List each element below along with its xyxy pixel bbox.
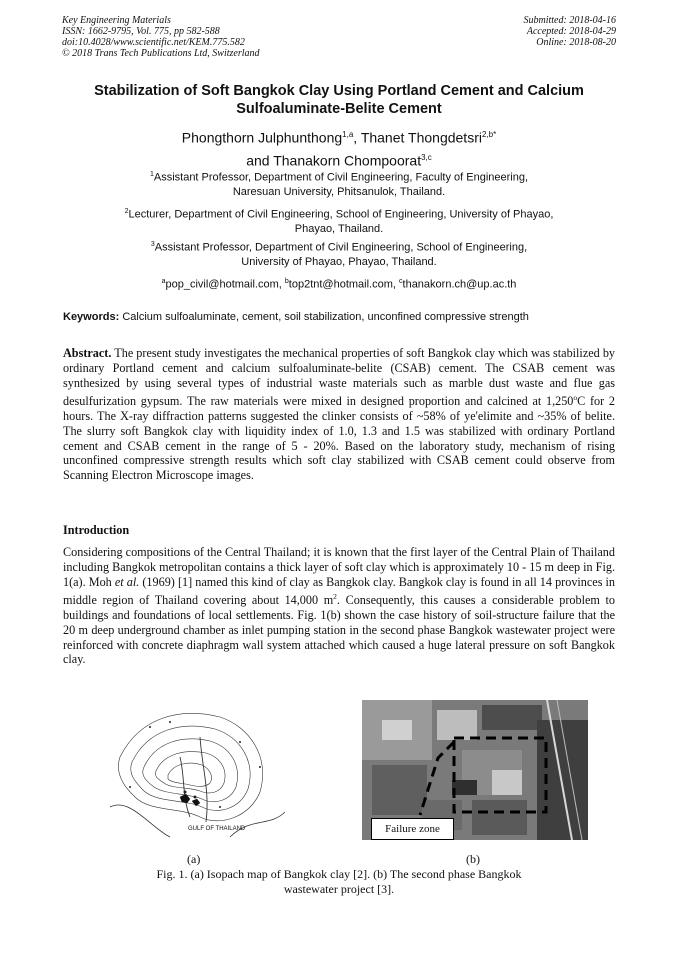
caption-line-1: Fig. 1. (a) Isopach map of Bangkok clay [2]. (b) The second phase Bangkok [156,867,522,881]
degree-sup: o [573,392,578,402]
abstract-label: Abstract. [63,346,112,360]
figure-caption [120,867,558,897]
journal-header-left [62,15,260,59]
affiliation-1-line-2: Naresuan University, Phitsanulok, Thailand. [232,185,446,198]
failure-zone-label: Failure zone [371,818,454,840]
intro-sq-sup: 2 [333,591,337,601]
keywords-label: Keywords: [63,311,120,323]
figure-b-label: (b) [466,852,480,866]
issn-text: ISSN: 1662-9795, Vol. 775, pp 582-588 [62,26,220,37]
affiliation-2-sup: 2 [124,208,129,215]
email-a-sup: a [161,278,166,285]
author-1: Phongthorn Julphunthong [181,129,343,146]
author-list: Phongthorn Julphunthong$^{1,a}$, Thanet Thongdetsri$^{2,b*}$ and Thanakorn Chompoorat$^{3,c}$ [181,129,497,169]
title-line-1: Stabilization of Soft Bangkok Clay Using Portland Cement and Calcium [94,83,584,99]
caption-line-2: wastewater project [3]. [283,882,395,896]
affiliation-1 [60,168,618,199]
affiliation-2-line-1: Lecturer, Department of Civil Engineering, School of Engineering, University of Phayao, [128,208,554,221]
journal-header-right [524,15,617,48]
affiliation-2-line-2: Phayao, Thailand. [294,222,384,235]
intro-text-3: . Consequently, this causes a considerable problem to buildings and foundations of local settlements. Fig. 1(b) shown the case history of soil-structure failure that the 20 m deep underground chamber as inlet pumping station in the second phase Bangkok wastewater project were reinforced with concrete diaphragm wall system attached which caused a huge lateral pressure on soft Bangkok clay. [63,592,615,667]
keywords [63,310,623,324]
email-a: pop_civil@hotmail.com, [165,278,282,291]
journal-name: Key Engineering Materials [62,15,171,26]
author-3-sup: 3,c [421,152,432,162]
aerial-photo-figure [362,700,588,840]
keywords-text: Calcium sulfoaluminate, cement, soil stabilization, unconfined compressive strength [122,311,529,323]
accepted-date: Accepted: 2018-04-29 [526,26,616,37]
affiliation-3-line-2: University of Phayao, Phayao, Thailand. [241,255,437,268]
copyright-text: © 2018 Trans Tech Publications Ltd, Switzerland [62,48,260,59]
abstract-text-2: C for 2 hours. The X-ray diffraction patterns suggested the clinker consists of ~58% of ye'elimite and ~35% of belite. The slurry soft Bangkok clay with liquidity index of 1.0, 1.3 and 1.5 was stabilized with ordinary Portland cement and CSAB cement in the range of 5 - 20%. Based on the laboratory study, mechanism of rising unconfined compressive strength results which soft clay stabilized with CSAB cement could observe from Scanning Electron Microscope images. [63,393,616,483]
affiliation-3-sup: 3 [150,241,155,248]
paper-title [50,82,628,118]
email-b-sup: b [284,278,289,285]
author-1-sup: 1,a [342,130,354,139]
author-2: Thanet Thongdetsri [360,129,482,146]
isopach-map-figure [110,697,285,849]
author-3: Thanakorn Chompoorat [273,152,422,169]
email-list [60,275,618,292]
gulf-of-thailand-label: GULF OF THAILAND [188,826,246,832]
doi-text: doi:10.4028/www.scientific.net/KEM.775.582 [62,37,245,48]
email-b: top2tnt@hotmail.com, [288,278,396,291]
introduction-heading: Introduction [63,523,130,537]
affiliation-1-sup: 1 [149,171,154,178]
introduction-paragraph [63,545,615,667]
affiliation-3-line-1: Assistant Professor, Department of Civil Engineering, School of Engineering, [154,241,528,254]
email-c-sup: c [399,278,403,285]
intro-text-1: Considering compositions of the Central Thailand; it is known that the first layer of the Central Plain of Thailand including Bangkok metropolitan contains a thick layer of soft clay which is approximately 10 - 15 m deep in Fig. 1(a). Moh [63,545,615,589]
online-date: Online: 2018-08-20 [536,37,616,48]
intro-text-2: (1969) [1] named this kind of clay as Bangkok clay. Bangkok clay is found in all 14 provinces in middle region of Thailand covering about 14,000 m [63,574,616,607]
affiliation-3 [60,238,618,269]
abstract-text-1: The present study investigates the mechanical properties of soft Bangkok clay which was stabilized by ordinary Portland cement and calcium sulfoaluminate-belite (CSAB) cement. The CSAB cement was synthesized by using several types of industrial waste materials such as marble dust waste and flue gas desulfurization gypsum. The raw materials were mixed in designed proportion and calcined at 1,250 [63,346,616,408]
affiliation-2 [60,205,618,236]
author-2-sup: 2,b* [481,130,497,139]
intro-et-al: et al. [114,574,140,589]
figure-a-label: (a) [187,852,201,866]
abstract [63,346,615,483]
author-and: and [246,152,270,169]
affiliation-1-line-1: Assistant Professor, Department of Civil Engineering, Faculty of Engineering, [153,171,529,184]
title-line-2: Sulfoaluminate-Belite Cement [236,101,442,117]
email-c: thanakorn.ch@up.ac.th [402,278,517,291]
submitted-date: Submitted: 2018-04-16 [523,15,616,26]
